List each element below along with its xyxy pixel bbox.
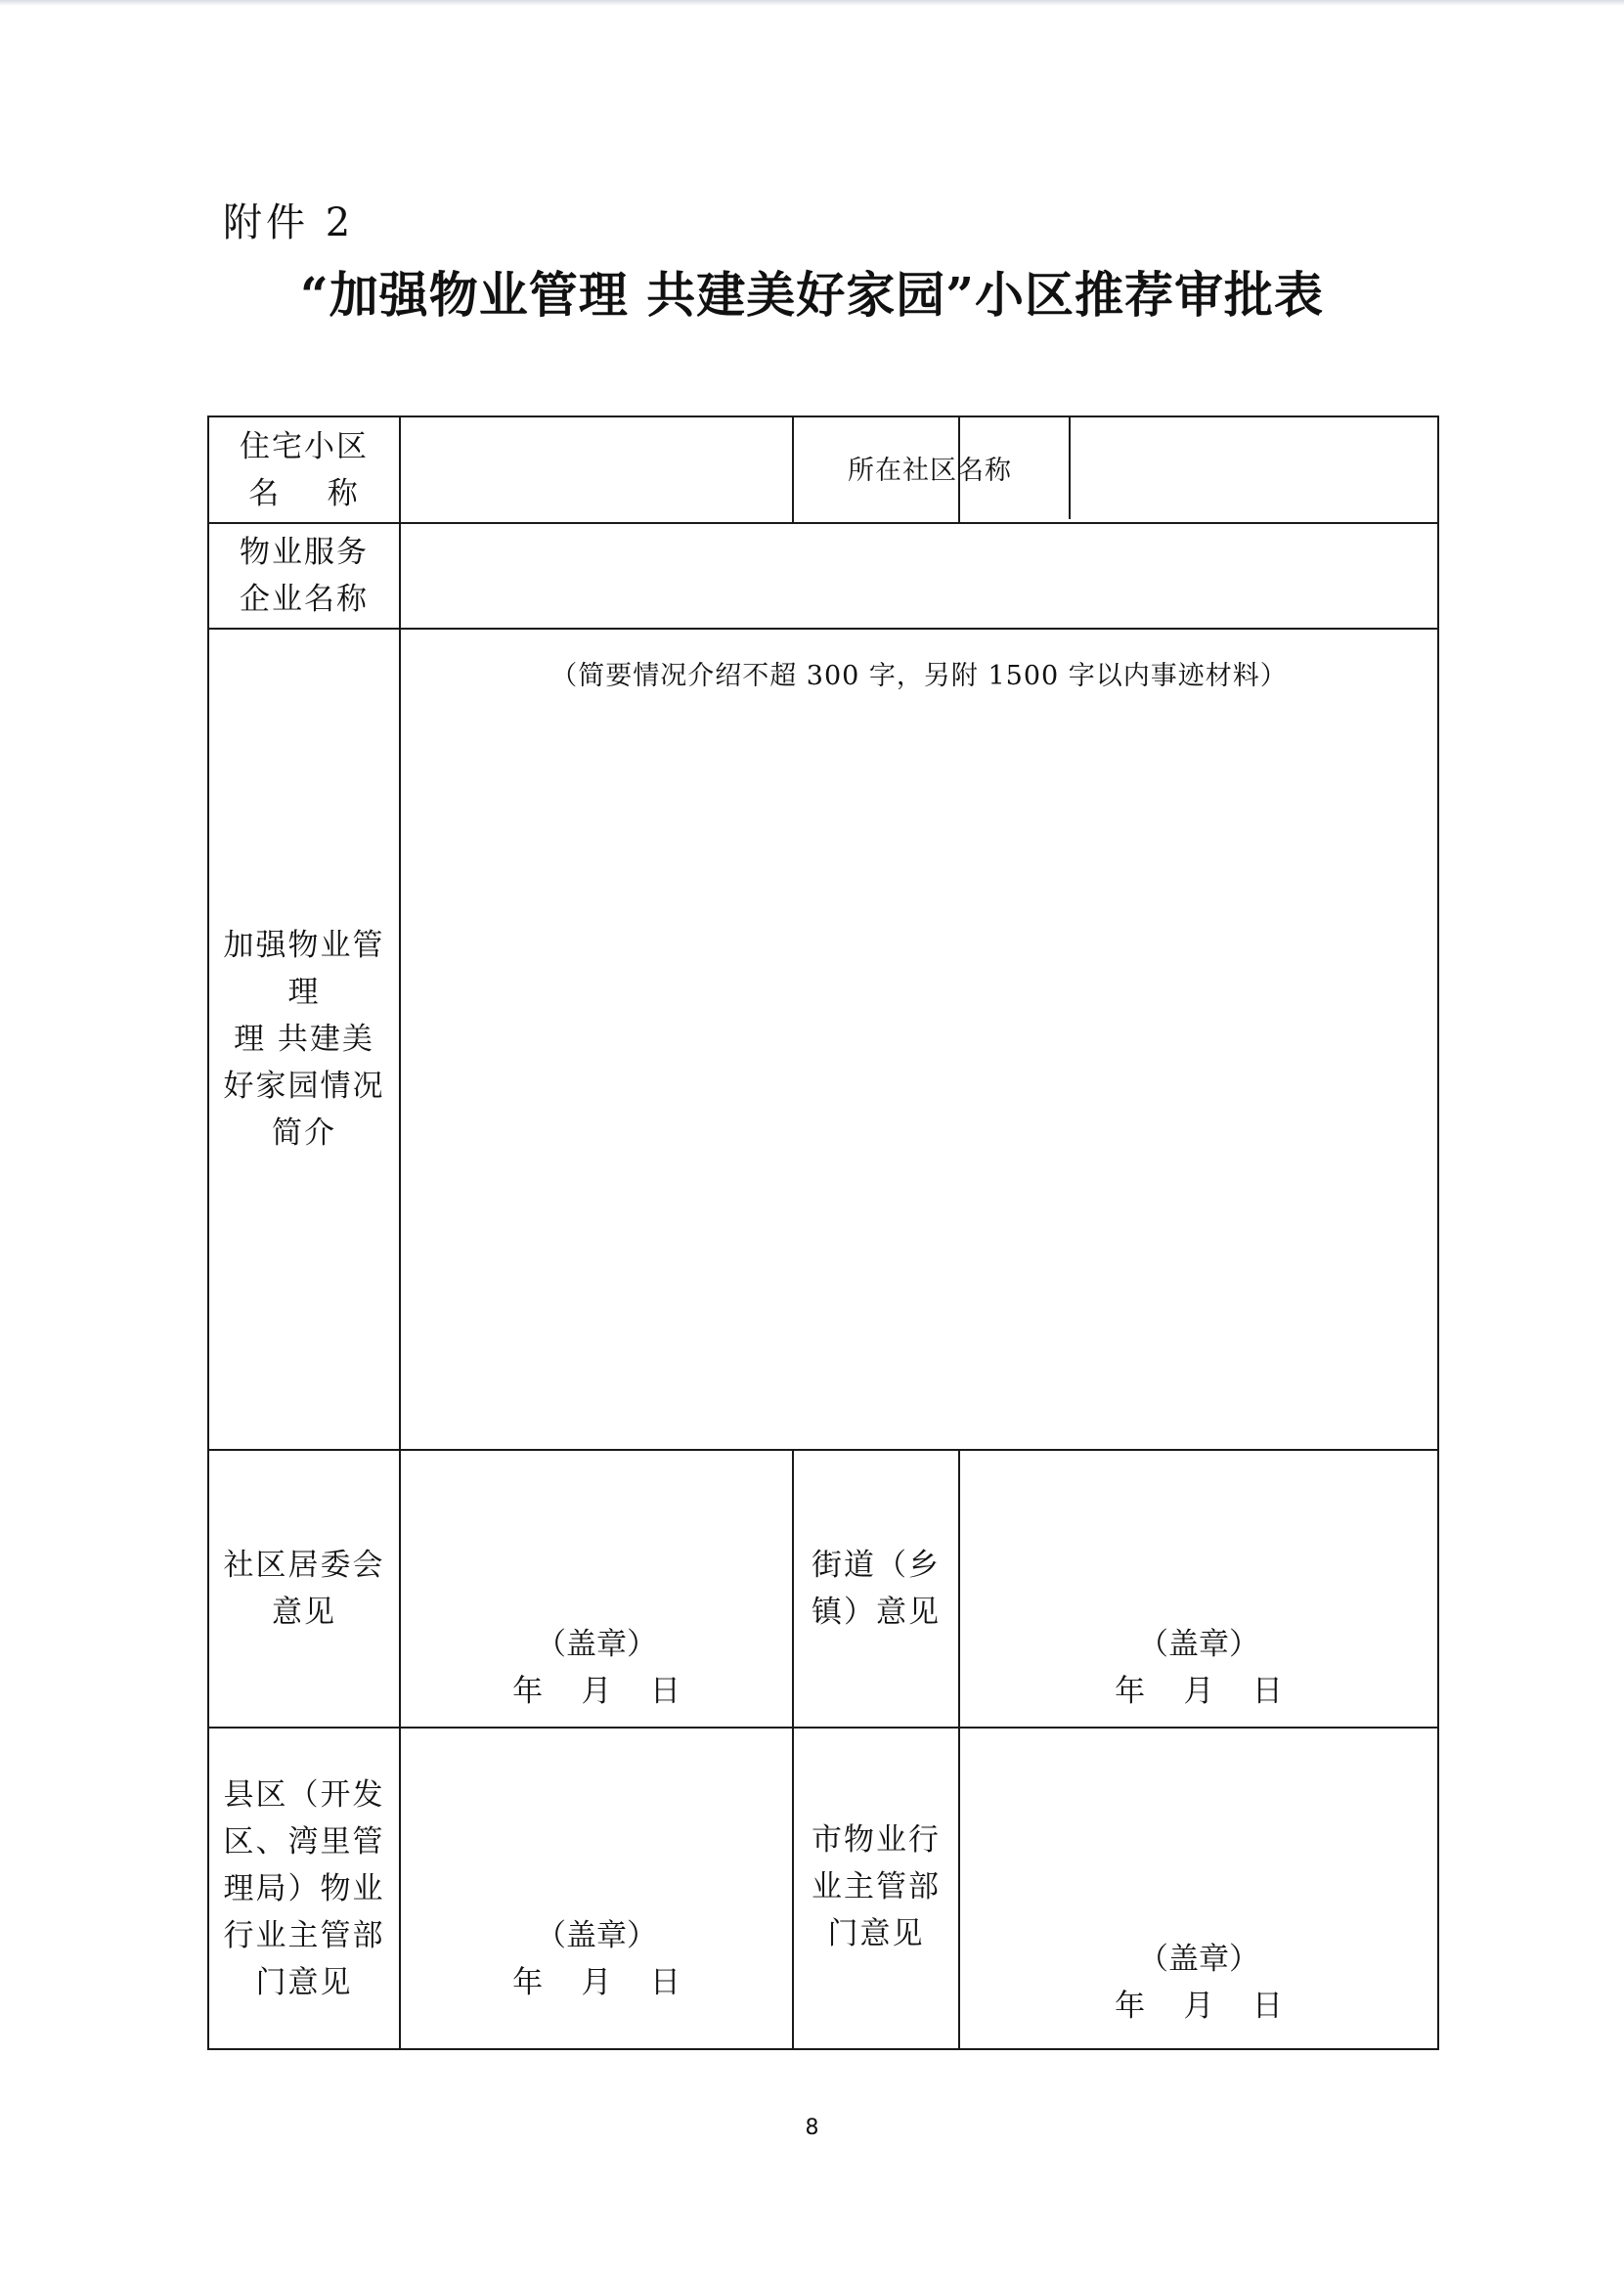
property-company-label-line-2: 企业名称: [240, 582, 369, 617]
county-label: [208, 1728, 400, 2049]
property-company-label: [208, 523, 400, 629]
community-name-label: [208, 416, 400, 523]
form-title: “加强物业管理 共建美好家园”小区推荐审批表: [300, 266, 1324, 324]
city-label: [793, 1728, 959, 2049]
intro-label-line-1: 加强物业管理: [223, 928, 385, 1010]
resident-committee-label-line-2: 意见: [272, 1595, 336, 1630]
resident-committee-date: 年 月 日: [512, 1674, 680, 1709]
county-opinion-field[interactable]: [400, 1728, 793, 2049]
residential-community-label: 所在社区名称: [791, 416, 1071, 519]
page-number: 8: [805, 2116, 819, 2140]
intro-label-line-3: 好家园情况: [223, 1069, 385, 1104]
property-company-field[interactable]: [400, 523, 1438, 629]
city-label-line-1: 市物业行: [812, 1822, 941, 1858]
community-name-field[interactable]: [400, 416, 793, 523]
attachment-label: 附件 2: [223, 200, 355, 245]
intro-label: [208, 629, 400, 1450]
street-label: [793, 1450, 959, 1728]
city-label-line-3: 门意见: [827, 1916, 925, 1951]
county-label-line-4: 行业主管部: [223, 1917, 385, 1953]
county-label-line-3: 理局）物业: [223, 1870, 385, 1906]
city-seal-text: （盖章）: [1138, 1942, 1259, 1977]
intro-hint: （简要情况介绍不超 300 字，另附 1500 字以内事迹材料）: [550, 661, 1288, 691]
intro-label-line-2: 理 共建美: [234, 1022, 374, 1057]
residential-community-field[interactable]: [1071, 416, 1436, 519]
row-county-city: [208, 1728, 1438, 2049]
community-name-label-line-2: 名 称: [248, 475, 360, 511]
street-seal: [960, 1621, 1437, 1715]
county-date: 年 月 日: [512, 1965, 680, 2000]
resident-committee-opinion-field[interactable]: [400, 1450, 793, 1728]
county-seal: [401, 1912, 792, 2006]
row-property-company: [208, 523, 1438, 629]
city-seal: [960, 1936, 1437, 2030]
approval-form-table: [207, 416, 1439, 2050]
city-opinion-field[interactable]: [959, 1728, 1438, 2049]
resident-committee-seal: [401, 1621, 792, 1715]
resident-committee-seal-text: （盖章）: [536, 1627, 657, 1662]
property-company-label-line-1: 物业服务: [240, 535, 369, 570]
community-name-label-line-1: 住宅小区: [240, 428, 369, 464]
county-label-line-1: 县区（开发: [223, 1776, 385, 1813]
row-introduction: [208, 629, 1438, 1450]
street-label-line-1: 街道（乡: [812, 1548, 941, 1583]
street-opinion-field[interactable]: [959, 1450, 1438, 1728]
street-seal-text: （盖章）: [1138, 1627, 1259, 1662]
intro-field[interactable]: [400, 629, 1438, 1450]
county-label-line-5: 门意见: [255, 1964, 353, 2000]
county-label-line-2: 区、湾里管: [223, 1823, 385, 1860]
row-committee-street: [208, 1450, 1438, 1728]
city-label-line-2: 业主管部: [812, 1869, 941, 1904]
intro-label-line-4: 简介: [272, 1116, 336, 1151]
street-label-line-2: 镇）意见: [812, 1595, 941, 1630]
city-date: 年 月 日: [1115, 1989, 1283, 2024]
county-seal-text: （盖章）: [536, 1918, 657, 1953]
resident-committee-label: [208, 1450, 400, 1728]
resident-committee-label-line-1: 社区居委会: [223, 1548, 385, 1583]
scan-top-edge: [0, 0, 1624, 6]
street-date: 年 月 日: [1115, 1674, 1283, 1709]
